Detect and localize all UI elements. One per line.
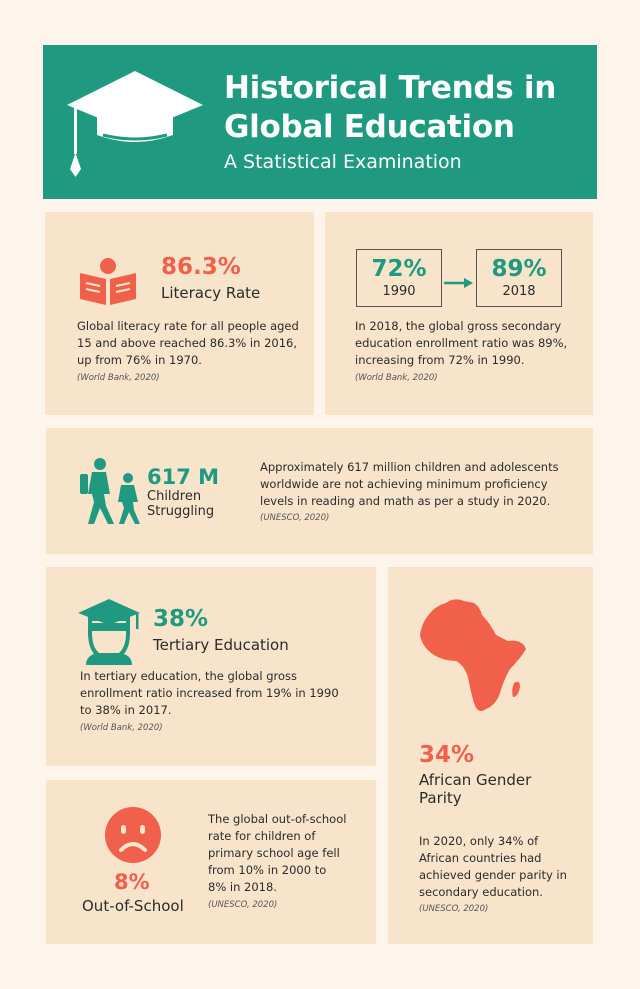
to-value: 89% [491,256,547,282]
tertiary-text: In tertiary education, the global gross enrollment ratio increased from 19% in 1990 to 38% in 2017. [80,669,339,717]
arrow-right-icon [444,277,474,289]
gender-value: 34% [419,742,475,768]
tertiary-card [46,567,376,766]
literacy-value: 86.3% [161,254,241,280]
struggling-card [46,428,593,554]
outofschool-text: The global out-of-school rate for children of primary school age fell from 10% in 2000 to 8% in 2018. [208,812,347,894]
outofschool-source: (UNESCO, 2020) [208,900,278,910]
walking-children-icon [78,458,144,526]
reading-book-icon [78,257,138,307]
to-year: 2018 [502,284,536,299]
page-subtitle: A Statistical Examination [224,151,462,173]
literacy-label: Literacy Rate [161,284,261,302]
graduate-person-icon [76,597,142,665]
tertiary-label: Tertiary Education [153,636,289,654]
struggling-label: Children Struggling [147,489,215,519]
gender-card [388,567,593,944]
secondary-source: (World Bank, 2020) [355,373,438,383]
gender-text: In 2020, only 34% of African countries had achieved gender parity in secondary education. [419,834,567,899]
africa-map-icon [416,597,528,717]
literacy-text: Global literacy rate for all people aged 15 and above reached 86.3% in 2016, up from 76% in 1970. [77,319,299,367]
tertiary-source: (World Bank, 2020) [80,723,163,733]
struggling-text: Approximately 617 million children and adolescents worldwide are not achieving minimum proficiency levels in reading and math as per a study in 2020. [260,460,559,508]
outofschool-card [46,780,376,944]
header-banner [43,45,597,199]
page-title: Historical Trends in Global Education [224,70,557,145]
gender-source: (UNESCO, 2020) [419,904,489,914]
sad-face-icon [104,806,162,864]
graduation-cap-icon [65,69,205,179]
gender-label: African Gender Parity [419,771,532,807]
from-box [356,249,442,307]
from-year: 1990 [382,284,416,299]
secondary-card [325,212,593,415]
literacy-card [45,212,314,415]
outofschool-value: 8% [114,870,150,894]
struggling-source: (UNESCO, 2020) [260,513,330,523]
secondary-text: In 2018, the global gross secondary education enrollment ratio was 89%, increasing from 72% in 1990. [355,319,568,367]
outofschool-label: Out-of-School [82,897,184,915]
to-box [476,249,562,307]
tertiary-value: 38% [153,606,209,632]
literacy-source: (World Bank, 2020) [77,373,160,383]
from-value: 72% [371,256,427,282]
struggling-value: 617 M [147,465,220,489]
